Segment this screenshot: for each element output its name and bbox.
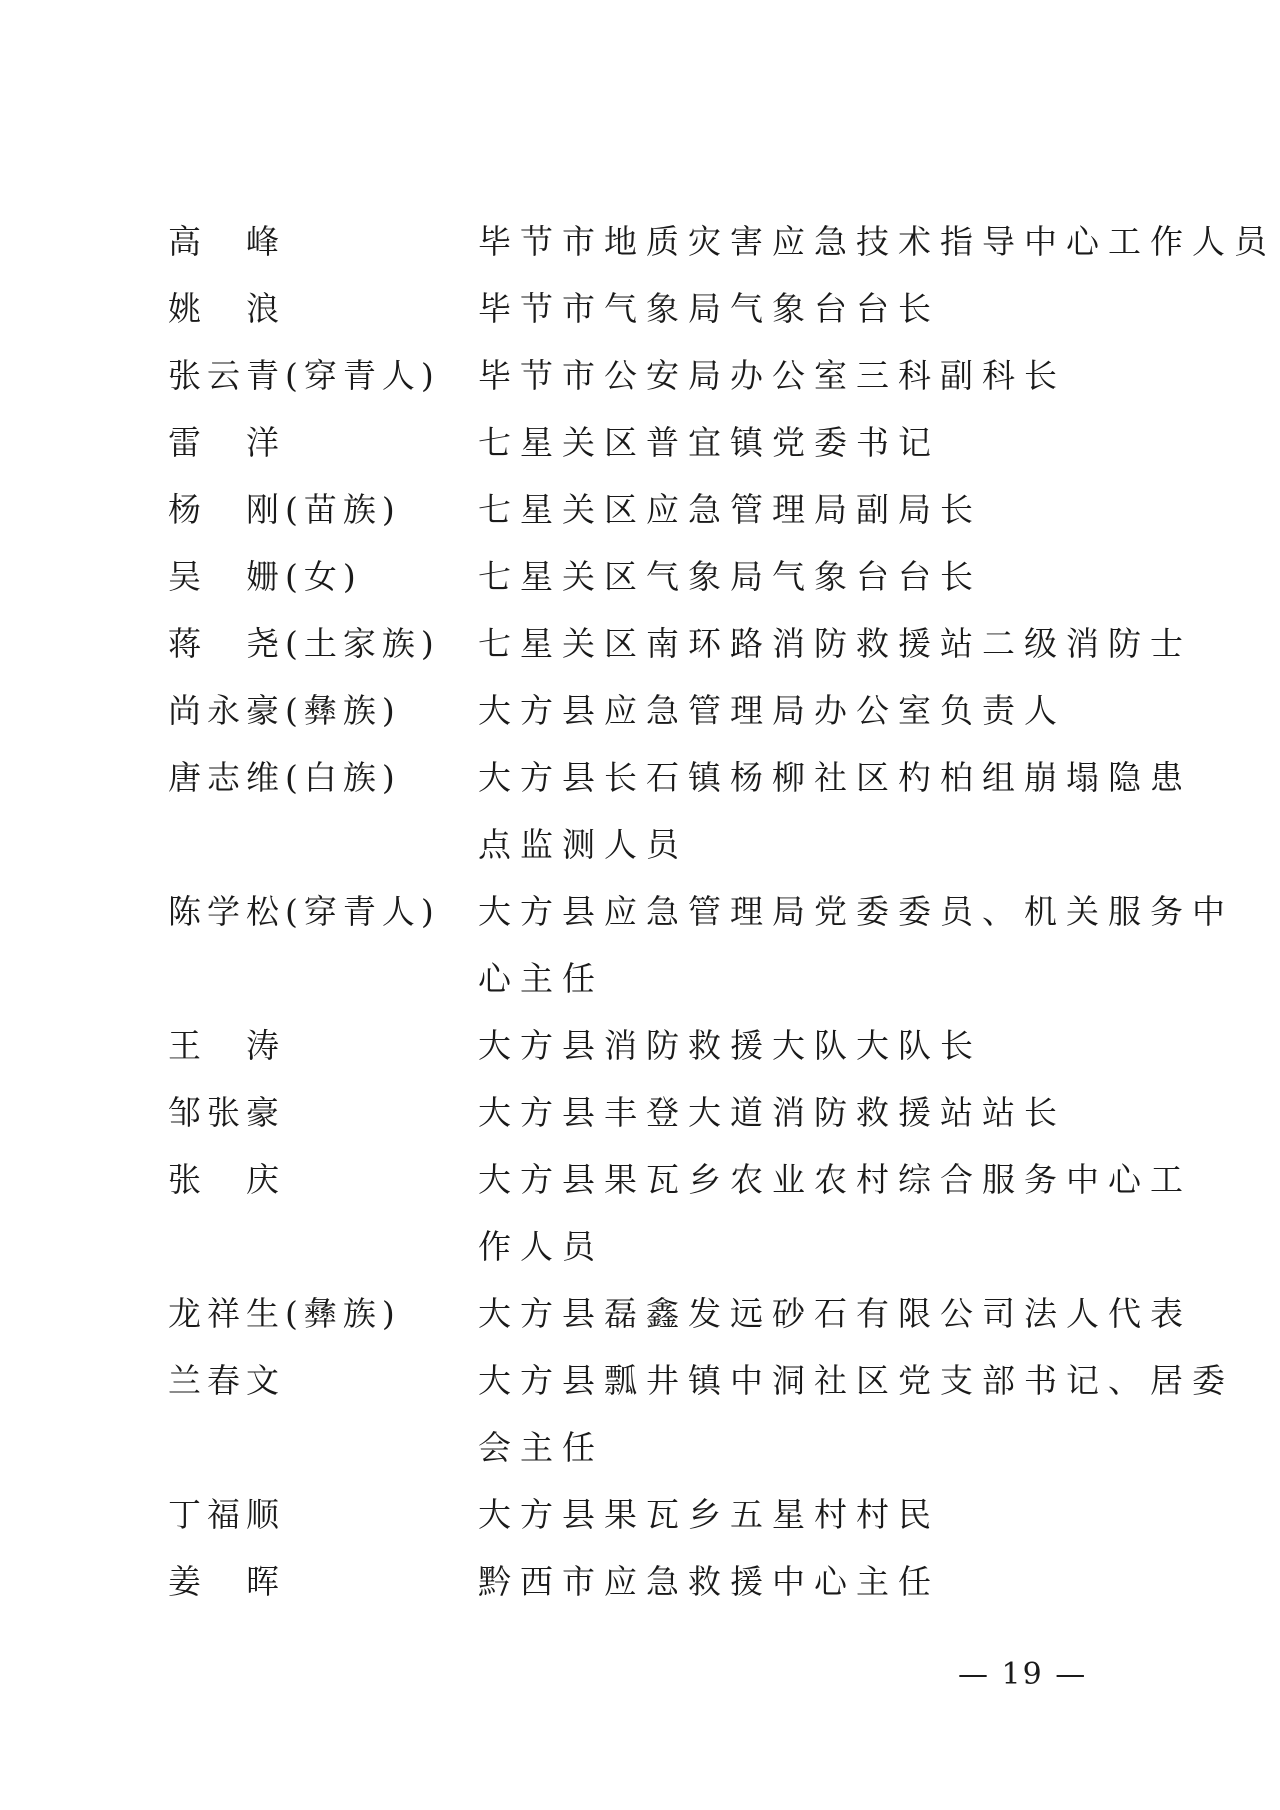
person-position xyxy=(478,1146,1192,1280)
list-item xyxy=(168,1146,1192,1280)
position-line: 大方县长石镇杨柳社区杓柏组崩塌隐患 xyxy=(478,758,1192,797)
list-item xyxy=(168,744,1192,878)
person-position xyxy=(478,275,1128,342)
list-item xyxy=(168,1079,1128,1146)
position-line: 黔西市应急救援中心主任 xyxy=(478,1562,940,1601)
list-item xyxy=(168,543,1128,610)
person-name: 吴 姗(女) xyxy=(168,557,362,596)
person-position xyxy=(478,610,1192,677)
list-item xyxy=(168,409,1128,476)
person-name: 龙祥生(彝族) xyxy=(168,1294,401,1333)
person-position xyxy=(478,1079,1128,1146)
list-item xyxy=(168,1481,1128,1548)
list-item xyxy=(168,208,1276,275)
person-name: 张云青(穿青人) xyxy=(168,356,440,395)
position-line: 会主任 xyxy=(478,1428,604,1467)
position-line: 大方县消防救援大队大队长 xyxy=(478,1026,982,1065)
person-name: 张 庆 xyxy=(168,1160,285,1199)
position-line: 大方县果瓦乡五星村村民 xyxy=(478,1495,940,1534)
person-position xyxy=(478,342,1128,409)
position-line: 七星关区普宜镇党委书记 xyxy=(478,423,940,462)
position-line: 七星关区气象局气象台台长 xyxy=(478,557,982,596)
person-position xyxy=(478,677,1128,744)
person-name: 高 峰 xyxy=(168,222,285,261)
page-number: — 19 — xyxy=(958,1657,1088,1692)
position-line: 点监测人员 xyxy=(478,825,688,864)
list-item xyxy=(168,1347,1234,1481)
position-line: 大方县丰登大道消防救援站站长 xyxy=(478,1093,1066,1132)
person-name: 姚 浪 xyxy=(168,289,285,328)
position-line: 毕节市气象局气象台台长 xyxy=(478,289,940,328)
position-line: 大方县瓢井镇中洞社区党支部书记、居委 xyxy=(478,1361,1234,1400)
position-line: 大方县应急管理局办公室负责人 xyxy=(478,691,1066,730)
position-line: 作人员 xyxy=(478,1227,604,1266)
person-name: 尚永豪(彝族) xyxy=(168,691,401,730)
position-line: 毕节市公安局办公室三科副科长 xyxy=(478,356,1066,395)
person-position xyxy=(478,1548,1128,1615)
list-item xyxy=(168,342,1128,409)
list-item xyxy=(168,878,1234,1012)
person-name: 陈学松(穿青人) xyxy=(168,892,440,931)
person-name: 姜 晖 xyxy=(168,1562,285,1601)
person-name: 丁福顺 xyxy=(168,1495,285,1534)
person-position xyxy=(478,744,1192,878)
person-name: 雷 洋 xyxy=(168,423,285,462)
person-position xyxy=(478,476,1128,543)
person-position xyxy=(478,208,1276,275)
position-line: 心主任 xyxy=(478,959,604,998)
list-item xyxy=(168,1280,1192,1347)
person-position xyxy=(478,543,1128,610)
position-line: 毕节市地质灾害应急技术指导中心工作人员 xyxy=(478,222,1276,261)
list-item xyxy=(168,1548,1128,1615)
person-position xyxy=(478,1012,1128,1079)
person-position xyxy=(478,1481,1128,1548)
person-name: 兰春文 xyxy=(168,1361,285,1400)
position-line: 七星关区南环路消防救援站二级消防士 xyxy=(478,624,1192,663)
position-line: 大方县果瓦乡农业农村综合服务中心工 xyxy=(478,1160,1192,1199)
person-name: 蒋 尧(土家族) xyxy=(168,624,440,663)
person-position xyxy=(478,409,1128,476)
list-item xyxy=(168,610,1192,677)
person-name: 邹张豪 xyxy=(168,1093,285,1132)
list-item xyxy=(168,275,1128,342)
list-item xyxy=(168,1012,1128,1079)
person-position xyxy=(478,1347,1234,1481)
list-item xyxy=(168,677,1128,744)
person-position xyxy=(478,878,1234,1012)
honoree-list xyxy=(168,208,1276,1615)
position-line: 七星关区应急管理局副局长 xyxy=(478,490,982,529)
person-name: 唐志维(白族) xyxy=(168,758,401,797)
person-name: 杨 刚(苗族) xyxy=(168,490,401,529)
position-line: 大方县磊鑫发远砂石有限公司法人代表 xyxy=(478,1294,1192,1333)
person-position xyxy=(478,1280,1192,1347)
list-item xyxy=(168,476,1128,543)
person-name: 王 涛 xyxy=(168,1026,285,1065)
position-line: 大方县应急管理局党委委员、机关服务中 xyxy=(478,892,1234,931)
